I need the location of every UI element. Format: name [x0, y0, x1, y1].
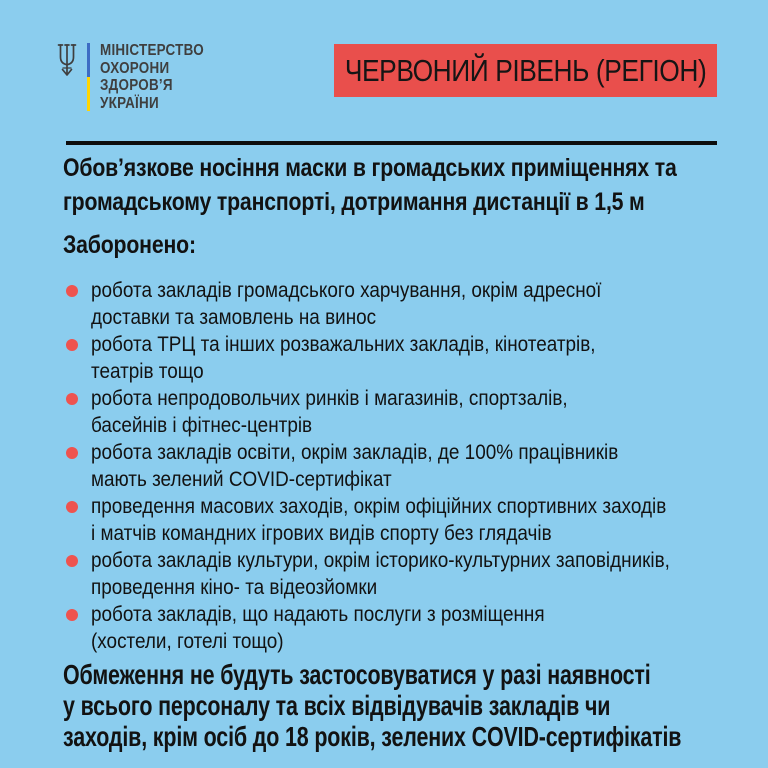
list-item-line: (хостели, готелі тощо) — [91, 629, 284, 653]
list-item-line: театрів тощо — [91, 359, 204, 383]
list-item-line: робота закладів освіти, окрім закладів, де 100% працівників — [91, 440, 619, 464]
prohibited-list — [66, 277, 749, 655]
ministry-name-line: ЗДОРОВ’Я — [100, 77, 173, 94]
bullet-dot-icon — [66, 447, 78, 459]
bullet-dot-icon — [66, 339, 78, 351]
ministry-name — [100, 42, 204, 112]
list-item-line: робота непродовольчих ринків і магазинів, спортзалів, — [91, 386, 568, 410]
ministry-name-line: МІНІСТЕРСТВО — [100, 42, 204, 59]
ministry-logo — [54, 42, 224, 112]
exception-note-line: у всього персоналу та всіх відвідувачів закладів чи — [63, 690, 611, 721]
bullet-dot-icon — [66, 501, 78, 513]
list-item-line: доставки та замовлень на винос — [91, 305, 377, 329]
bullet-dot-icon — [66, 609, 78, 621]
red-level-banner — [334, 44, 717, 97]
flag-bar-yellow — [87, 77, 90, 111]
list-item-text — [91, 547, 670, 601]
list-item-text — [91, 277, 601, 331]
list-item — [66, 601, 749, 655]
list-item-line: проведення кіно- та відеозйомки — [91, 575, 378, 599]
ministry-name-line: ОХОРОНИ — [100, 59, 170, 77]
list-item-line: мають зелений COVID-сертифікат — [91, 467, 392, 491]
list-item — [66, 439, 749, 493]
list-item-text — [91, 331, 596, 385]
flag-bar-blue — [87, 43, 90, 77]
exception-note — [63, 659, 681, 752]
list-item-line: робота закладів, що надають послуги з розміщення — [91, 602, 545, 626]
list-item-line: і матчів командних ігрових видів спорту без глядачів — [91, 521, 552, 545]
red-level-banner-label: ЧЕРВОНИЙ РІВЕНЬ (РЕГІОН) — [344, 52, 707, 88]
ministry-name-line: УКРАЇНИ — [100, 94, 159, 112]
list-item-text — [91, 493, 666, 547]
bullet-dot-icon — [66, 393, 78, 405]
exception-note-line: заходів, крім осіб до 18 років, зелених COVID-сертифікатів — [63, 721, 682, 752]
list-item-line: проведення масових заходів, окрім офіційних спортивних заходів — [91, 494, 667, 518]
bullet-dot-icon — [66, 555, 78, 567]
bullet-dot-icon — [66, 285, 78, 297]
flag-bar — [87, 43, 90, 111]
list-item-line: робота закладів громадського харчування, окрім адресної — [91, 278, 602, 302]
list-item-line: робота закладів культури, окрім історико-культурних заповідників, — [91, 548, 670, 572]
list-item-text — [91, 601, 545, 655]
list-item — [66, 547, 749, 601]
exception-note-line: Обмеження не будуть застосовуватися у разі наявності — [63, 659, 651, 690]
list-item-text — [91, 385, 568, 439]
prohibited-heading: Заборонено: — [63, 231, 196, 259]
list-item-line: басейнів і фітнес-центрів — [91, 413, 313, 437]
list-item — [66, 385, 749, 439]
list-item — [66, 493, 749, 547]
divider-line — [66, 141, 717, 145]
intro-heading-line: громадському транспорті, дотримання дистанції в 1,5 м — [63, 188, 645, 216]
list-item-text — [91, 439, 618, 493]
tryzub-emblem-icon — [54, 42, 80, 78]
list-item-line: робота ТРЦ та інших розважальних закладів, кінотеатрів, — [91, 332, 596, 356]
intro-heading — [63, 151, 677, 219]
list-item — [66, 277, 749, 331]
list-item — [66, 331, 749, 385]
intro-heading-line: Обов’язкове носіння маски в громадських приміщеннях та — [63, 154, 677, 182]
